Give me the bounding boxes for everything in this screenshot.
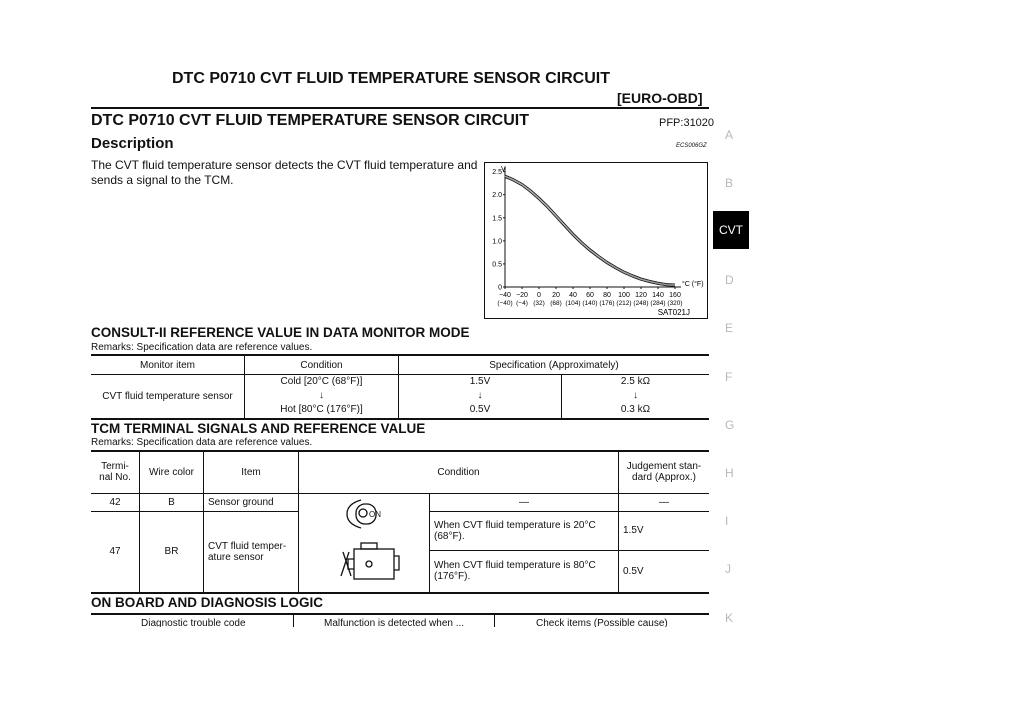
condition-80c: When CVT fluid temperature is 80°C (176°F). xyxy=(430,551,619,593)
wire-b: B xyxy=(140,493,204,511)
sidebar-letter-g[interactable]: G xyxy=(725,418,735,432)
condition-20c: When CVT fluid temperature is 20°C (68°F). xyxy=(430,511,619,551)
x-tick-label: 160 xyxy=(669,292,681,299)
x-tick-label: 60 xyxy=(586,292,594,299)
x-tick-label: −20 xyxy=(516,292,528,299)
terminal-42: 42 xyxy=(91,493,140,511)
monitor-item: CVT fluid temperature sensor xyxy=(102,390,233,402)
x-tick-label: 80 xyxy=(603,292,611,299)
sidebar-letter-i[interactable]: I xyxy=(725,514,729,528)
x-axis-unit: °C (°F) xyxy=(682,281,704,288)
y-tick-label: 1.5 xyxy=(492,215,502,223)
x-tick-label: −40 xyxy=(499,292,511,299)
obd-col-malfunction: Malfunction is detected when ... xyxy=(324,618,465,627)
sidebar-letter-f[interactable]: F xyxy=(725,370,733,384)
figure-label: SAT021J xyxy=(657,308,690,317)
col-condition: Condition xyxy=(245,355,399,375)
judge-ground: — xyxy=(619,493,710,511)
x-tick-label: 20 xyxy=(552,292,560,299)
y-tick-label: 2.0 xyxy=(492,192,502,200)
engine-running-icon xyxy=(341,543,399,579)
x-tick-label: 40 xyxy=(569,292,577,299)
voltage-chart xyxy=(484,162,708,319)
col-terminal: Termi-nal No. xyxy=(91,451,140,493)
voltage-chart-svg xyxy=(485,163,707,318)
x-tick-label: 140 xyxy=(652,292,664,299)
x-tick-label-f: (140) xyxy=(582,300,598,307)
y-tick-label: 0 xyxy=(498,284,502,292)
x-tick-label-f: (284) xyxy=(650,300,666,307)
y-tick-label: 0.5 xyxy=(492,261,502,269)
y-axis-unit: V xyxy=(501,166,506,173)
wire-br: BR xyxy=(140,511,204,593)
page-header: DTC P0710 CVT FLUID TEMPERATURE SENSOR CIRCUIT xyxy=(172,70,610,87)
item-sensor-ground: Sensor ground xyxy=(204,493,299,511)
col-judgement: Judgement stan-dard (Approx.) xyxy=(619,451,710,493)
judge-80c: 0.5V xyxy=(619,551,710,593)
v-arrow: ↓ xyxy=(477,390,483,402)
ignition-engine-illustration xyxy=(299,494,429,589)
x-tick-label: 100 xyxy=(618,292,630,299)
condition-icons xyxy=(299,493,430,593)
condition-cell xyxy=(245,375,399,419)
header-rule xyxy=(91,107,709,109)
x-tick-label: 0 xyxy=(537,292,541,299)
tcm-table xyxy=(91,450,709,594)
resistance-cell xyxy=(562,375,710,419)
region-label: [EURO-OBD] xyxy=(617,90,703,106)
sidebar-tab-cvt[interactable]: CVT xyxy=(713,211,749,249)
y-tick-label: 2.5 xyxy=(492,169,502,177)
x-tick-label-f: (68) xyxy=(550,300,562,307)
x-tick-label-f: (104) xyxy=(565,300,581,307)
x-tick-label-f: (320) xyxy=(667,300,683,307)
y-tick-label: 1.0 xyxy=(492,238,502,246)
cond-hot: Hot [80°C (176°F)] xyxy=(280,404,363,416)
x-tick-label-f: (176) xyxy=(599,300,615,307)
ignition-on-icon xyxy=(347,500,381,528)
x-tick-label-f: (−40) xyxy=(497,300,513,307)
terminal-47: 47 xyxy=(91,511,140,593)
r-arrow: ↓ xyxy=(633,390,638,402)
obd-col-dtc: Diagnostic trouble code xyxy=(141,618,246,627)
x-tick-label-f: (−4) xyxy=(516,300,528,307)
judge-20c: 1.5V xyxy=(619,511,710,551)
section-title: DTC P0710 CVT FLUID TEMPERATURE SENSOR CIRCUIT xyxy=(91,112,529,129)
voltage-curve-band xyxy=(505,176,675,285)
sidebar-letter-k[interactable]: K xyxy=(725,611,734,625)
consult-remarks: Remarks: Specification data are reference values. xyxy=(91,342,313,353)
col-condition: Condition xyxy=(299,451,619,493)
col-item: Item xyxy=(204,451,299,493)
tcm-heading: TCM TERMINAL SIGNALS AND REFERENCE VALUE xyxy=(91,421,426,436)
consult-heading: CONSULT-II REFERENCE VALUE IN DATA MONITOR MODE xyxy=(91,325,470,340)
cond-arrow: ↓ xyxy=(319,390,324,402)
x-tick-label-f: (248) xyxy=(633,300,649,307)
obd-col-check: Check items (Possible cause) xyxy=(536,618,668,627)
tcm-remarks: Remarks: Specification data are reference values. xyxy=(91,437,313,448)
r-hot: 0.3 kΩ xyxy=(620,404,651,416)
voltage-cell xyxy=(399,375,562,419)
doc-code: ECS006GZ xyxy=(676,143,707,149)
sidebar-letter-a[interactable]: A xyxy=(725,128,734,142)
description-heading: Description xyxy=(91,135,174,152)
sidebar-letter-j[interactable]: J xyxy=(725,562,731,576)
item-fluid-sensor: CVT fluid temper-ature sensor xyxy=(204,511,299,593)
v-cold: 1.5V xyxy=(469,376,491,388)
cond-cold: Cold [20°C (68°F)] xyxy=(280,376,363,388)
condition-ground: — xyxy=(430,493,619,511)
obd-heading: ON BOARD AND DIAGNOSIS LOGIC xyxy=(91,595,324,610)
x-tick-label-f: (212) xyxy=(616,300,632,307)
x-tick-label-f: (32) xyxy=(533,300,545,307)
svg-text:ON: ON xyxy=(369,509,381,519)
consult-table xyxy=(91,354,709,420)
sidebar-letter-e[interactable]: E xyxy=(725,321,734,335)
col-monitor-item: Monitor item xyxy=(91,355,245,375)
col-specification: Specification (Approximately) xyxy=(399,355,710,375)
table-row xyxy=(91,493,709,511)
pfp-code: PFP:31020 xyxy=(659,117,715,129)
sidebar-letter-h[interactable]: H xyxy=(725,466,734,480)
description-text: The CVT fluid temperature sensor detects the CVT fluid temperature and sends a signal to the TCM. xyxy=(91,158,478,187)
x-tick-label: 120 xyxy=(635,292,647,299)
sidebar-letter-d[interactable]: D xyxy=(725,273,734,287)
v-hot: 0.5V xyxy=(469,404,491,416)
col-wire-color: Wire color xyxy=(140,451,204,493)
sidebar-letter-b[interactable]: B xyxy=(725,176,734,190)
obd-table-header xyxy=(91,613,709,627)
r-cold: 2.5 kΩ xyxy=(620,376,651,388)
